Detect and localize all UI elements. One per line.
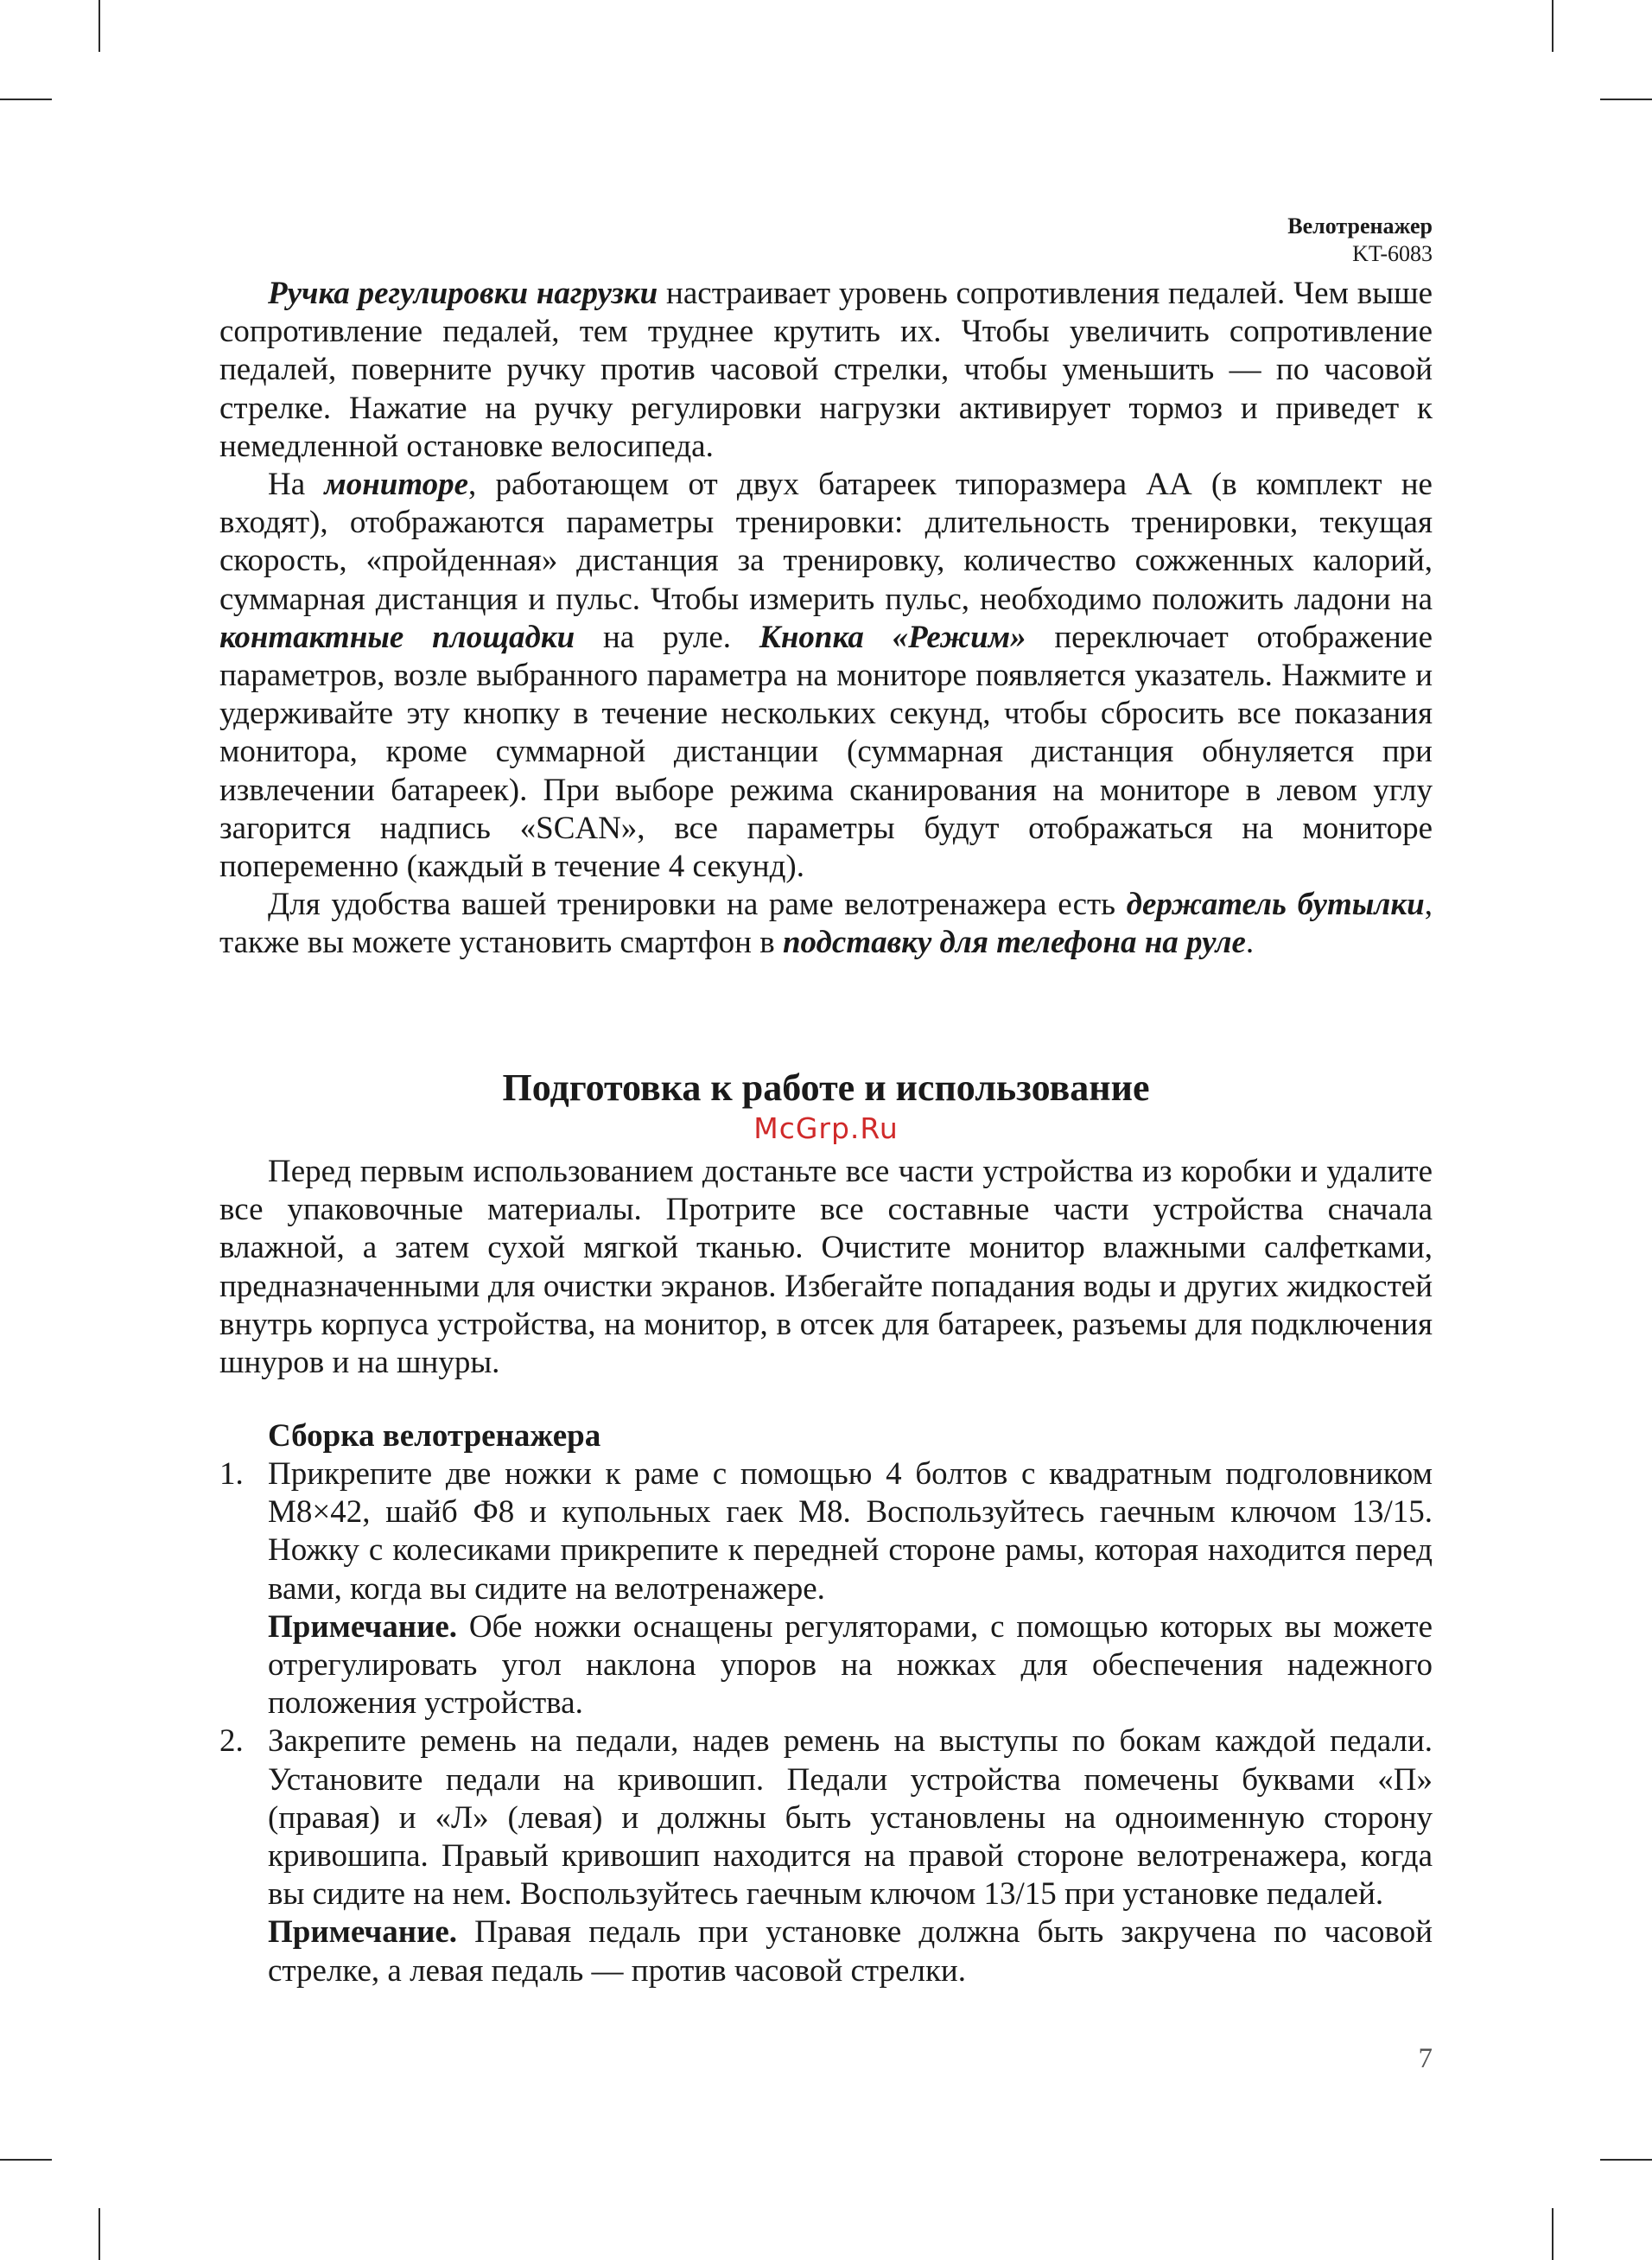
- watermark-link[interactable]: McGrp.Ru: [753, 1111, 899, 1145]
- crop-mark: [1552, 0, 1554, 52]
- step-note: [268, 1608, 1433, 1723]
- paragraph-text: Для удобства вашей тренировки на раме велотренажера есть: [268, 887, 1127, 923]
- paragraph-accessories: [219, 886, 1433, 962]
- term-contact-pads: контактные площадки: [219, 619, 575, 655]
- section-title: Подготовка к работе и использование: [502, 1066, 1150, 1109]
- paragraph-text: , работающем от двух батареек типоразмера АА (в комплект не входят), отображаются параметры тренировки: длительность тренировки, текущая скорость, «пройденная» дистанция за тренировку, количество сожженных калорий, суммарная дистанция и пульс. Чтобы измерить пульс, необходимо положить ладони на: [219, 467, 1433, 617]
- crop-mark: [1600, 2159, 1652, 2161]
- crop-mark: [0, 99, 52, 100]
- term-monitor: мониторе: [324, 467, 469, 503]
- term-phone-holder: подставку для телефона на руле: [782, 925, 1246, 961]
- paragraph-monitor: [219, 466, 1433, 886]
- crop-mark: [1600, 99, 1652, 100]
- crop-mark: [98, 2208, 100, 2260]
- crop-mark: [1552, 2208, 1554, 2260]
- step-note: [268, 1913, 1433, 1989]
- term-mode-button: Кнопка «Режим»: [759, 619, 1026, 655]
- preparation-section: [219, 1153, 1433, 1382]
- paragraph-text: на руле.: [575, 619, 759, 655]
- term-load-knob: Ручка регулировки нагрузки: [268, 276, 658, 311]
- paragraph-text: настраивает уровень сопротивления педалей. Чем выше сопротивление педалей, тем труднее крутить их. Чтобы увеличить сопротивление педалей, поверните ручку против часовой стрелки, чтобы уменьшить — по часовой стрелке. Нажатие на ручку регулировки нагрузки активирует тормоз и приведет к немедленной остановке велосипеда.: [219, 276, 1433, 464]
- intro-section: [219, 275, 1433, 963]
- paragraph-text: .: [1245, 925, 1255, 961]
- note-text: Обе ножки оснащены регуляторами, с помощью которых вы можете отрегулировать угол наклона упоров на ножках для обеспечения надежного положения устройства.: [268, 1608, 1433, 1722]
- step-number: 2.: [219, 1723, 244, 1760]
- note-label: Примечание.: [268, 1914, 458, 1951]
- note-text: Правая педаль при установке должна быть закручена по часовой стрелке, а левая педаль — против часовой стрелки.: [268, 1914, 1433, 1989]
- note-label: Примечание.: [268, 1608, 458, 1645]
- crop-mark: [98, 0, 100, 52]
- crop-mark: [0, 2159, 52, 2161]
- page-number: 7: [1418, 2043, 1433, 2074]
- assembly-steps: [219, 1455, 1433, 1990]
- list-item: [219, 1455, 1433, 1722]
- paragraph-preparation: Перед первым использованием достаньте все части устройства из коробки и удалите все упаковочные материалы. Протрите все составные части устройства сначала влажной, а затем сухой мягкой тканью. Очистите монитор влажными салфетками, предназначенными для очистки экранов. Избегайте попадания воды и других жидкостей внутрь корпуса устройства, на монитор, в отсек для батареек, разъемы для подключения шнуров и на шнуры.: [219, 1154, 1433, 1381]
- term-bottle-holder: держатель бутылки: [1126, 887, 1425, 923]
- step-number: 1.: [219, 1456, 244, 1492]
- header-product: Велотренажер: [1287, 213, 1433, 239]
- list-item: [219, 1722, 1433, 1989]
- step-text: Закрепите ремень на педали, надев ремень на выступы по бокам каждой педали. Установите педали на кривошип. Педали устройства помечены буквами «П» (правая) и «Л» (левая) и должны быть установлены на одноименную сторону кривошипа. Правый кривошип находится на правой стороне велотренажера, когда вы сидите на нем. Воспользуйтесь гаечным ключом 13/15 при установке педалей.: [268, 1723, 1433, 1913]
- header-model: KT-6083: [1352, 241, 1433, 266]
- paragraph-text: переключает отображение параметров, возле выбранного параметра на мониторе появляется указатель. Нажмите и удерживайте эту кнопку в течение нескольких секунд, чтобы сбросить все показания монитора, кроме суммарной дистанции (суммарная дистанция обнуляется при извлечении батареек). При выборе режима сканирования на мониторе в левом углу загорится надпись «SCAN», все параметры будут отображаться на мониторе попеременно (каждый в течение 4 секунд).: [219, 619, 1433, 885]
- running-header: [1287, 213, 1433, 268]
- paragraph-text: На: [268, 467, 325, 503]
- paragraph-load-knob: [219, 275, 1433, 466]
- paragraph-text: , также вы можете установить смартфон в: [219, 887, 1433, 961]
- step-text: Прикрепите две ножки к раме с помощью 4 болтов с квадратным подголовником M8×42, шайб Ф8 и купольных гаек M8. Воспользуйтесь гаечным ключом 13/15. Ножку с колесиками прикрепите к передней стороне рамы, которая находится перед вами, когда вы сидите на велотренажере.: [268, 1456, 1433, 1607]
- assembly-title: Сборка велотренажера: [268, 1418, 601, 1454]
